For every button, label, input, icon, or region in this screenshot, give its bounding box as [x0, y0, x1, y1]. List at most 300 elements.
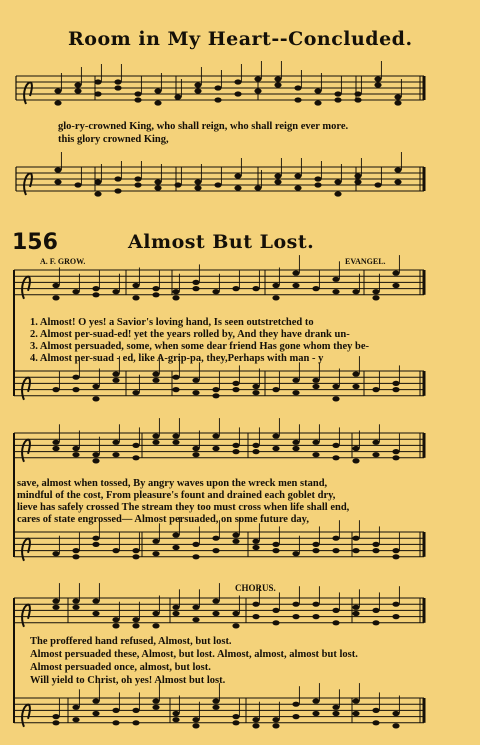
note-head: [312, 286, 319, 291]
note-head: [192, 717, 199, 722]
note-head: [292, 446, 299, 451]
note-head: [132, 390, 139, 395]
verse-1-line-a: 1. Almost! O yes! a Savior's loving hand, Is seen outstretched to: [30, 317, 314, 328]
note-head: [252, 390, 259, 395]
note-head: [392, 387, 399, 392]
note-head: [312, 452, 319, 457]
note-head: [392, 602, 399, 607]
note-head: [252, 717, 259, 722]
note-head: [152, 440, 159, 445]
note-head: [252, 443, 259, 448]
staff-system3-treble: [14, 583, 424, 628]
clef-icon: [24, 173, 32, 195]
note-head: [92, 458, 99, 463]
note-head: [372, 295, 379, 300]
note-head: [212, 705, 219, 710]
verse-2-line-b: mindful of the cost, From pleasure's fount and drained each goblet dry,: [17, 490, 336, 501]
note-head: [52, 605, 59, 610]
clef-icon: [22, 440, 30, 462]
clef-icon: [22, 705, 30, 727]
note-head: [192, 378, 199, 383]
note-head: [214, 182, 221, 187]
staff-continued-treble: [16, 61, 424, 106]
note-head: [372, 608, 379, 613]
note-head: [314, 88, 321, 93]
note-head: [52, 720, 59, 725]
note-head: [112, 548, 119, 553]
note-head: [352, 548, 359, 553]
note-head: [52, 551, 59, 556]
staff-continued-bass: [16, 152, 424, 197]
note-head: [314, 100, 321, 105]
clef-icon: [24, 82, 32, 104]
note-head: [332, 384, 339, 389]
note-head: [212, 387, 219, 392]
note-head: [272, 620, 279, 625]
note-head: [272, 295, 279, 300]
note-head: [52, 446, 59, 451]
note-head: [92, 611, 99, 616]
note-head: [54, 88, 61, 93]
note-head: [372, 387, 379, 392]
verse-3-line-a: 3. Almost persuaded, some, when some dear friend Has gone whom they be-: [30, 341, 370, 352]
note-head: [392, 711, 399, 716]
continued-lyric-line-1: glo-ry-crowned King, who shall reign, who shall reign ever more.: [58, 121, 349, 132]
note-head: [352, 605, 359, 610]
note-head: [392, 723, 399, 728]
note-head: [74, 82, 81, 87]
note-head: [232, 720, 239, 725]
note-head: [312, 542, 319, 547]
note-head: [152, 699, 159, 704]
note-head: [212, 434, 219, 439]
note-head: [352, 446, 359, 451]
note-head: [332, 608, 339, 613]
note-head: [372, 548, 379, 553]
note-head: [252, 614, 259, 619]
note-head: [272, 283, 279, 288]
note-head: [274, 179, 281, 184]
note-head: [192, 617, 199, 622]
note-head: [252, 539, 259, 544]
note-head: [252, 384, 259, 389]
note-head: [152, 378, 159, 383]
note-head: [54, 100, 61, 105]
note-head: [172, 295, 179, 300]
note-head: [292, 283, 299, 288]
verse-3-line-b: lieve has safely crossed The stream they too must cross when life shall end,: [17, 502, 350, 513]
continued-lyric-line-2: this glory crowned King,: [58, 134, 169, 145]
note-head: [232, 443, 239, 448]
note-head: [334, 179, 341, 184]
note-head: [294, 97, 301, 102]
note-head: [52, 599, 59, 604]
note-head: [334, 191, 341, 196]
note-head: [374, 182, 381, 187]
note-head: [292, 702, 299, 707]
note-head: [274, 82, 281, 87]
note-head: [154, 179, 161, 184]
note-head: [372, 440, 379, 445]
clef-icon: [22, 277, 30, 299]
note-head: [232, 539, 239, 544]
note-head: [92, 699, 99, 704]
note-head: [392, 283, 399, 288]
note-head: [312, 384, 319, 389]
note-head: [172, 711, 179, 716]
note-head: [294, 173, 301, 178]
note-head: [352, 458, 359, 463]
note-head: [392, 449, 399, 454]
chorus-line-1: The proffered hand refused, Almost, but lost.: [30, 636, 232, 647]
note-head: [292, 551, 299, 556]
note-head: [214, 85, 221, 90]
note-head: [392, 554, 399, 559]
note-head: [72, 705, 79, 710]
note-head: [114, 79, 121, 84]
note-head: [134, 97, 141, 102]
note-head: [172, 717, 179, 722]
note-head: [194, 82, 201, 87]
note-head: [232, 533, 239, 538]
note-head: [372, 620, 379, 625]
note-head: [272, 542, 279, 547]
note-head: [72, 554, 79, 559]
note-head: [194, 185, 201, 190]
note-head: [212, 599, 219, 604]
note-head: [72, 289, 79, 294]
note-head: [272, 548, 279, 553]
note-head: [354, 97, 361, 102]
note-head: [92, 542, 99, 547]
note-head: [112, 378, 119, 383]
note-head: [192, 605, 199, 610]
note-head: [152, 372, 159, 377]
note-head: [292, 602, 299, 607]
note-head: [352, 536, 359, 541]
note-head: [352, 699, 359, 704]
note-head: [272, 723, 279, 728]
note-head: [372, 452, 379, 457]
note-head: [234, 173, 241, 178]
note-head: [134, 91, 141, 96]
note-head: [394, 94, 401, 99]
note-head: [172, 434, 179, 439]
note-head: [272, 434, 279, 439]
note-head: [112, 720, 119, 725]
note-head: [232, 286, 239, 291]
note-head: [74, 88, 81, 93]
note-head: [114, 188, 121, 193]
note-head: [72, 717, 79, 722]
note-head: [312, 602, 319, 607]
note-head: [392, 614, 399, 619]
note-head: [274, 76, 281, 81]
note-head: [52, 295, 59, 300]
note-head: [52, 440, 59, 445]
note-head: [232, 611, 239, 616]
note-head: [132, 708, 139, 713]
note-head: [152, 292, 159, 297]
note-head: [214, 97, 221, 102]
note-head: [212, 699, 219, 704]
note-head: [294, 185, 301, 190]
note-head: [52, 714, 59, 719]
note-head: [92, 711, 99, 716]
continued-title: Room in My Heart--Concluded.: [68, 28, 413, 50]
note-head: [172, 611, 179, 616]
note-head: [94, 91, 101, 96]
note-head: [232, 387, 239, 392]
note-head: [372, 289, 379, 294]
note-head: [174, 182, 181, 187]
note-head: [52, 283, 59, 288]
note-head: [114, 176, 121, 181]
note-head: [92, 384, 99, 389]
note-head: [392, 381, 399, 386]
note-head: [394, 179, 401, 184]
note-head: [132, 295, 139, 300]
note-head: [212, 536, 219, 541]
note-head: [92, 292, 99, 297]
note-head: [392, 548, 399, 553]
note-head: [374, 82, 381, 87]
note-head: [152, 286, 159, 291]
note-head: [132, 548, 139, 553]
note-head: [212, 446, 219, 451]
note-head: [92, 286, 99, 291]
note-head: [114, 85, 121, 90]
note-head: [92, 536, 99, 541]
clef-icon: [22, 539, 30, 561]
note-head: [332, 711, 339, 716]
note-head: [72, 446, 79, 451]
note-head: [312, 699, 319, 704]
note-head: [272, 387, 279, 392]
note-head: [192, 280, 199, 285]
note-head: [112, 623, 119, 628]
note-head: [354, 179, 361, 184]
note-head: [72, 599, 79, 604]
hymn-number: 156: [12, 230, 58, 255]
note-head: [72, 548, 79, 553]
note-head: [332, 620, 339, 625]
note-head: [192, 390, 199, 395]
note-head: [152, 434, 159, 439]
note-head: [94, 191, 101, 196]
note-head: [372, 542, 379, 547]
note-head: [174, 94, 181, 99]
note-head: [112, 708, 119, 713]
note-head: [132, 443, 139, 448]
note-head: [192, 286, 199, 291]
note-head: [54, 179, 61, 184]
note-head: [232, 381, 239, 386]
staff-system3-bass: [14, 683, 424, 728]
note-head: [132, 283, 139, 288]
note-head: [352, 372, 359, 377]
note-head: [232, 714, 239, 719]
note-head: [72, 375, 79, 380]
note-head: [394, 167, 401, 172]
chorus-line-3: Almost persuaded once, almost, but lost.: [30, 662, 211, 673]
chorus-line-2: Almost persuaded these, Almost, but lost. Almost, almost, almost but lost.: [30, 649, 358, 660]
note-head: [332, 396, 339, 401]
note-head: [394, 100, 401, 105]
note-head: [352, 611, 359, 616]
note-head: [332, 455, 339, 460]
note-head: [294, 85, 301, 90]
note-head: [312, 711, 319, 716]
note-head: [192, 446, 199, 451]
note-head: [312, 614, 319, 619]
note-head: [152, 611, 159, 616]
note-head: [292, 271, 299, 276]
note-head: [332, 536, 339, 541]
hymn-title: Almost But Lost.: [128, 231, 315, 253]
note-head: [272, 446, 279, 451]
note-head: [372, 708, 379, 713]
note-head: [172, 375, 179, 380]
note-head: [134, 182, 141, 187]
note-head: [334, 97, 341, 102]
note-head: [314, 182, 321, 187]
note-head: [354, 91, 361, 96]
note-head: [312, 378, 319, 383]
note-head: [332, 705, 339, 710]
note-head: [272, 717, 279, 722]
note-head: [54, 167, 61, 172]
note-head: [192, 452, 199, 457]
note-head: [212, 611, 219, 616]
note-head: [52, 387, 59, 392]
note-head: [354, 173, 361, 178]
note-head: [172, 533, 179, 538]
note-head: [152, 705, 159, 710]
verse-4-line-b: cares of state engrossed— Almost persuaded, on some future day,: [17, 514, 309, 525]
note-head: [292, 614, 299, 619]
note-head: [212, 289, 219, 294]
note-head: [332, 443, 339, 448]
note-head: [234, 79, 241, 84]
note-head: [192, 554, 199, 559]
note-head: [252, 602, 259, 607]
note-head: [72, 452, 79, 457]
note-head: [252, 286, 259, 291]
note-head: [332, 548, 339, 553]
note-head: [312, 440, 319, 445]
note-head: [254, 76, 261, 81]
note-head: [234, 185, 241, 190]
note-head: [352, 384, 359, 389]
note-head: [134, 176, 141, 181]
clef-icon: [22, 378, 30, 400]
note-head: [154, 100, 161, 105]
note-head: [352, 289, 359, 294]
chorus-label: CHORUS.: [235, 583, 276, 593]
note-head: [94, 179, 101, 184]
note-head: [212, 548, 219, 553]
note-head: [112, 289, 119, 294]
note-head: [292, 714, 299, 719]
note-head: [252, 449, 259, 454]
note-head: [254, 185, 261, 190]
note-head: [132, 617, 139, 622]
note-head: [274, 173, 281, 178]
tune-name: EVANGEL.: [345, 257, 386, 266]
note-head: [152, 539, 159, 544]
note-head: [252, 723, 259, 728]
note-head: [172, 289, 179, 294]
note-head: [292, 390, 299, 395]
note-head: [152, 551, 159, 556]
note-head: [232, 623, 239, 628]
chorus-line-4: Will yield to Christ, oh yes! Almost but lost.: [30, 675, 226, 686]
note-head: [212, 393, 219, 398]
note-head: [252, 545, 259, 550]
note-head: [132, 455, 139, 460]
note-head: [234, 91, 241, 96]
note-head: [154, 185, 161, 190]
note-head: [92, 599, 99, 604]
verse-4-line-a: 4. Almost per-suad - ed, like A-grip-pa, they,Perhaps with man - y: [30, 353, 324, 364]
note-head: [112, 440, 119, 445]
note-head: [292, 440, 299, 445]
note-head: [74, 182, 81, 187]
note-head: [152, 623, 159, 628]
note-head: [372, 720, 379, 725]
note-head: [172, 605, 179, 610]
note-head: [272, 608, 279, 613]
note-head: [112, 617, 119, 622]
note-head: [334, 91, 341, 96]
note-head: [314, 176, 321, 181]
note-head: [194, 88, 201, 93]
note-head: [232, 449, 239, 454]
note-head: [72, 605, 79, 610]
note-head: [192, 723, 199, 728]
note-head: [374, 76, 381, 81]
note-head: [154, 88, 161, 93]
verse-1-line-b: save, almost when tossed, By angry waves upon the wreck men stand,: [17, 478, 328, 489]
note-head: [172, 440, 179, 445]
note-head: [94, 79, 101, 84]
note-head: [332, 277, 339, 282]
clef-icon: [22, 605, 30, 627]
note-head: [112, 452, 119, 457]
note-head: [392, 271, 399, 276]
staff-system2-treble: [14, 418, 424, 463]
note-head: [292, 378, 299, 383]
note-head: [254, 88, 261, 93]
note-head: [132, 623, 139, 628]
note-head: [132, 720, 139, 725]
note-head: [192, 542, 199, 547]
note-head: [72, 387, 79, 392]
note-head: [92, 396, 99, 401]
note-head: [172, 387, 179, 392]
note-head: [312, 548, 319, 553]
composer-credit: A. F. GROW.: [40, 257, 86, 266]
note-head: [112, 372, 119, 377]
note-head: [332, 289, 339, 294]
note-head: [352, 711, 359, 716]
note-head: [194, 179, 201, 184]
note-head: [132, 554, 139, 559]
note-head: [92, 452, 99, 457]
note-head: [172, 545, 179, 550]
note-head: [392, 455, 399, 460]
